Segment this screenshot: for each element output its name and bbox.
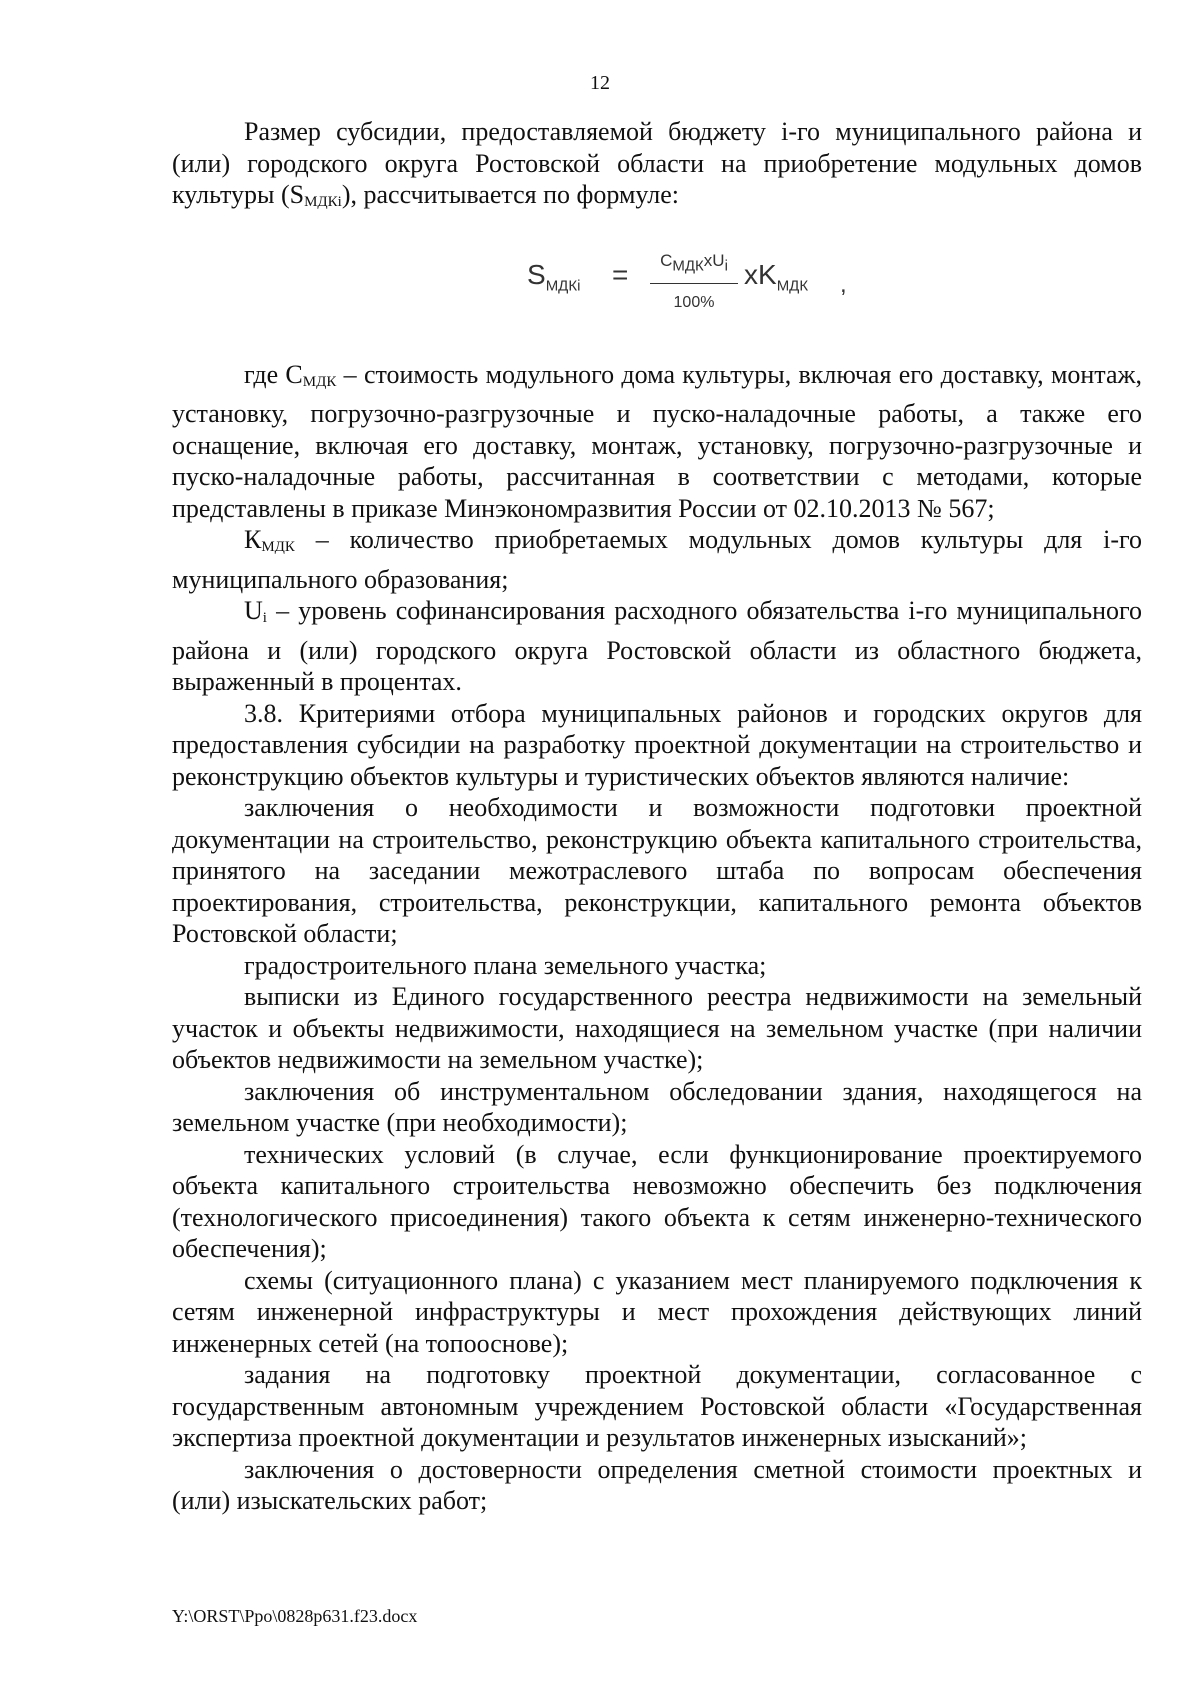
formula-fraction	[650, 245, 738, 319]
formula-comma: ,	[840, 270, 847, 298]
page-number: 12	[590, 72, 610, 94]
list-item: выписки из Единого государственного реестра недвижимости на земельный участок и объекты недвижимости, находящиеся на земельном участке (при наличии объектов недвижимости на земельном участке);	[172, 982, 1142, 1074]
paragraph-cost-definition: где $С_{МДК}$ – стоимость модульного дома культуры, включая его доставку, монтаж, установку, погрузочно-разгрузочные и пуско-наладочные работы, а также его оснащение, включая его доставку, монтаж, установку, погрузочно-разгрузочные и пуско-наладочные работы, рассчитанная в соответствии с методами, которые представлены в приказе Минэкономразвития России от 02.10.2013 № 567;	[172, 359, 1142, 523]
paragraph-level-definition: $U_i$ – уровень софинансирования расходного обязательства i-го муниципального района и (или) городского округа Ростовской области из областного бюджета, выраженный в процентах.	[172, 596, 1142, 696]
list-item: заключения о достоверности определения сметной стоимости проектных и (или) изыскательских работ;	[172, 1454, 1142, 1515]
formula-lhs: $S_{МДКi}$	[527, 258, 581, 295]
list-item: задания на подготовку проектной документации, согласованное с государственным автономным учреждением Ростовской области «Государственная экспертиза проектной документации и результатов инженерных изысканий»;	[172, 1360, 1142, 1452]
subscript: МДКi	[304, 194, 342, 210]
list-item: заключения о необходимости и возможности подготовки проектной документации на строительство, реконструкцию объекта капитального строительства, принятого на заседании межотраслевого штаба по вопросам обеспечения проектирования, строительства, реконструкции, капитального ремонта объектов Ростовской области;	[172, 793, 1142, 948]
list-item: технических условий (в случае, если функционирование проектируемого объекта капитального строительства невозможно обеспечить без подключения (технологического присоединения) такого объекта к сетям инженерно-технического обеспечения);	[172, 1139, 1142, 1263]
paragraph-intro: Размер субсидии, предоставляемой бюджету i-го муниципального района и (или) городского округа Ростовской области на приобретение модульных домов культуры $(S_{МДКi})$, рассчитывается по формуле:	[172, 117, 1142, 210]
paragraph-count-definition: $К_{МДК}$ – количество приобретаемых модульных домов культуры для i-го муниципального образования;	[172, 525, 1142, 594]
formula-equals: =	[612, 258, 629, 290]
formula-multiplier: $xK_{МДК}$	[744, 258, 809, 295]
document-body	[172, 116, 1142, 1517]
list-item: схемы (ситуационного плана) с указанием мест планируемого подключения к сетям инженерной инфраструктуры и мест прохождения действующих линий инженерных сетей (на топооснове);	[172, 1265, 1142, 1358]
file-path-footer: Y:\ORST\Ppo\0828p631.f23.docx	[172, 1606, 418, 1626]
formula-numerator: $C_{МДК}xU_i$	[650, 245, 738, 285]
list-item: заключения об инструментальном обследовании здания, находящегося на земельном участке (при необходимости);	[172, 1076, 1142, 1137]
paragraph-criteria: 3.8. Критериями отбора муниципальных районов и городских округов для предоставления субсидии на разработку проектной документации на строительство и реконструкцию объектов культуры и туристических объектов являются наличие:	[172, 698, 1142, 791]
formula-denominator: 100%	[673, 294, 715, 312]
list-item: градостроительного плана земельного участка;	[244, 950, 767, 980]
subsidy-formula	[172, 219, 1142, 359]
